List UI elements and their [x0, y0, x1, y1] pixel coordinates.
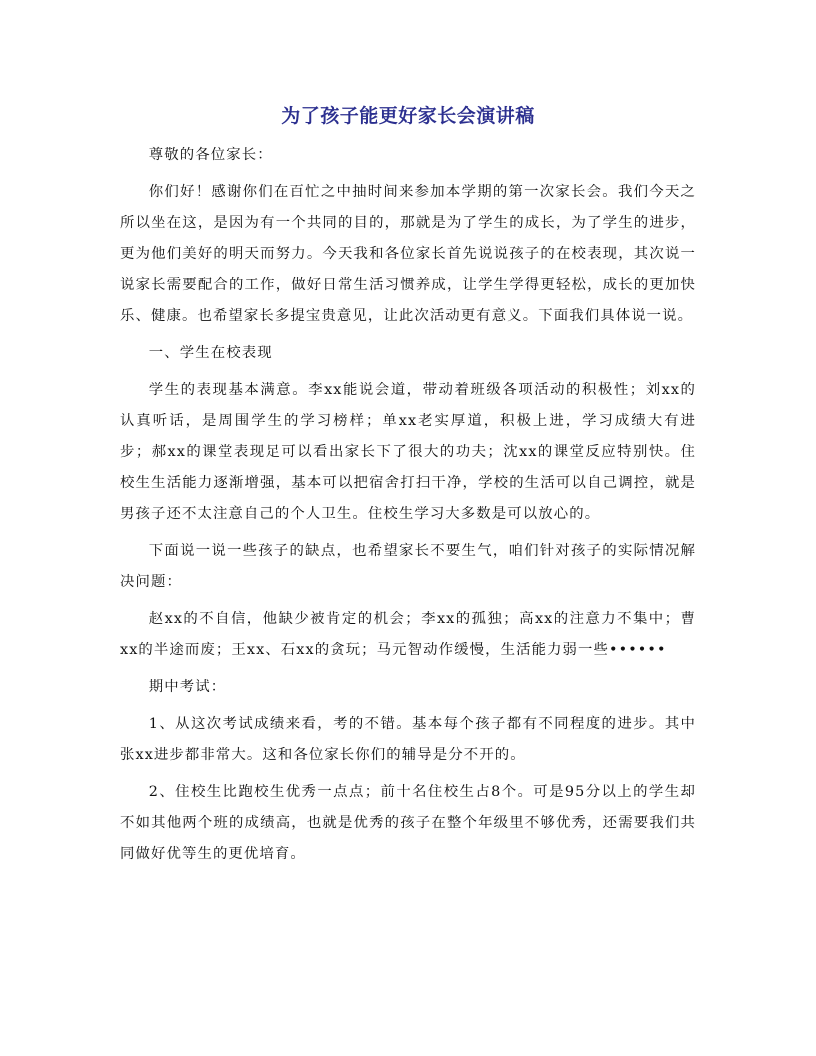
section-heading: 一、学生在校表现 [148, 345, 273, 361]
salutation-paragraph: 尊敬的各位家长： [148, 147, 273, 163]
midterm-point-1: 1、从这次考试成绩来看，考的不错。基本每个孩子都有不同程度的进步。其中张xx进步都非常大。这和各位家长你们的辅导是分不开的。 [120, 716, 696, 763]
document-body [120, 140, 696, 876]
student-performance-paragraph: 学生的表现基本满意。李xx能说会道，带动着班级各项活动的积极性；刘xx的认真听话，是周围学生的学习榜样；单xx老实厚道，积极上进，学习成绩大有进步；郝xx的课堂表现足可以看出家长下了很大的功夫；沈xx的课堂反应特别快。住校生生活能力逐渐增强，基本可以把宿舍打扫干净，学校的生活可以自己调控，就是男孩子还不太注意自己的个人卫生。住校生学习大多数是可以放心的。 [120, 382, 696, 522]
shortcomings-intro-paragraph: 下面说一说一些孩子的缺点，也希望家长不要生气，咱们针对孩子的实际情况解决问题： [120, 543, 696, 590]
opening-paragraph: 你们好！感谢你们在百忙之中抽时间来参加本学期的第一次家长会。我们今天之所以坐在这，是因为有一个共同的目的，那就是为了学生的成长，为了学生的进步，更为他们美好的明天而努力。今天我和各位家长首先说说孩子的在校表现，其次说一说家长需要配合的工作，做好日常生活习惯养成，让学生学得更轻松，成长的更加快乐、健康。也希望家长多提宝贵意见，让此次活动更有意义。下面我们具体说一说。 [120, 184, 696, 324]
midterm-heading: 期中考试： [148, 679, 227, 695]
document-title: 为了孩子能更好家长会演讲稿 [281, 105, 535, 127]
midterm-point-2: 2、住校生比跑校生优秀一点点；前十名住校生占8个。可是95分以上的学生却不如其他两个班的成绩高，也就是优秀的孩子在整个年级里不够优秀，还需要我们共同做好优等生的更优培育。 [120, 784, 696, 862]
shortcomings-list-paragraph: 赵xx的不自信，他缺少被肯定的机会；李xx的孤独；高xx的注意力不集中；曹xx的半途而废；王xx、石xx的贪玩；马元智动作缓慢，生活能力弱一些•••••• [120, 611, 696, 658]
